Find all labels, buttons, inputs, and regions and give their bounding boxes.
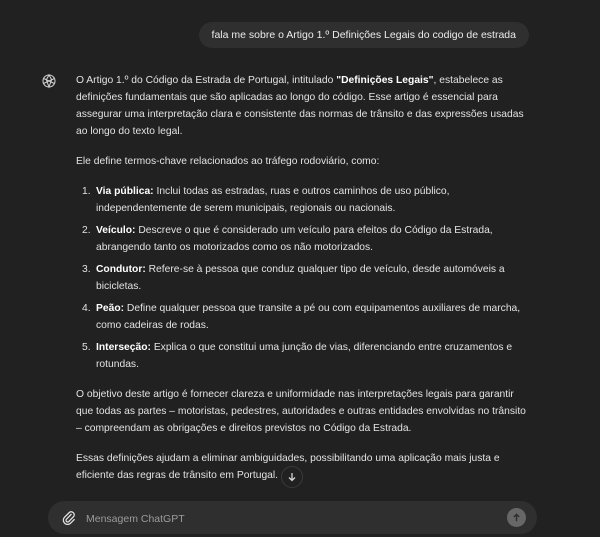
term-description: Inclui todas as estradas, ruas e outros caminhos de uso público, independentemente de serem municipais, regionais ou nacionais. (96, 186, 450, 214)
assistant-message (76, 72, 531, 497)
term-label: Veículo: (96, 225, 136, 236)
list-number: 5. (82, 342, 91, 353)
intro-text-start: O Artigo 1.º do Código da Estrada de Portugal, intitulado (76, 75, 337, 86)
message-input[interactable] (84, 508, 488, 529)
chatgpt-logo-icon (40, 72, 58, 90)
list-item (76, 222, 531, 256)
article-title-bold: "Definições Legais" (336, 75, 434, 86)
list-number: 3. (82, 264, 91, 275)
list-item (76, 261, 531, 295)
terms-intro-paragraph: Ele define termos-chave relacionados ao tráfego rodoviário, como: (76, 156, 380, 167)
user-message-text: fala me sobre o Artigo 1.º Definições Legais do codigo de estrada (211, 29, 516, 41)
list-number: 2. (82, 225, 91, 236)
message-composer (48, 501, 537, 534)
paperclip-icon[interactable] (62, 510, 76, 525)
user-message-bubble (199, 22, 529, 48)
intro-paragraph (76, 72, 531, 140)
term-label: Peão: (96, 303, 125, 314)
arrow-down-icon (287, 472, 297, 482)
term-description: Refere-se à pessoa que conduz qualquer tipo de veículo, desde automóveis a bicicletas. (96, 264, 505, 292)
term-label: Via pública: (96, 186, 154, 197)
scroll-down-button[interactable] (281, 466, 303, 488)
term-label: Interseção: (96, 342, 151, 353)
term-label: Condutor: (96, 264, 146, 275)
term-description: Explica o que constitui uma junção de vias, diferenciando entre cruzamentos e rotundas. (96, 342, 513, 370)
list-item (76, 300, 531, 334)
intro-text-end: , estabelece as definições fundamentais que são aplicadas ao longo do código. Esse artigo é essencial para assegurar uma interpretação clara e consistente das normas de trânsito e das expressões usadas ao longo do texto legal. (76, 75, 524, 137)
list-item (76, 183, 531, 217)
term-description: Descreve o que é considerado um veículo para efeitos do Código da Estrada, abrangendo tanto os motorizados como os não motorizados. (96, 225, 493, 253)
list-number: 1. (82, 186, 91, 197)
terms-list (76, 183, 531, 373)
arrow-up-icon (512, 513, 521, 522)
conclusion-paragraph: Essas definições ajudam a eliminar ambiguidades, possibilitando uma aplicação mais justa e eficiente das regras de trânsito em Portugal. (76, 453, 500, 481)
list-number: 4. (82, 303, 91, 314)
objective-paragraph: O objetivo deste artigo é fornecer clareza e uniformidade nas interpretações legais para garantir que todas as partes – motoristas, pedestres, autoridades e outras entidades envolvidas no trânsito – compreendam as obrigações e direitos previstos no Código da Estrada. (76, 389, 526, 434)
list-item (76, 339, 531, 373)
term-description: Define qualquer pessoa que transite a pé ou com equipamentos auxiliares de marcha, como cadeiras de rodas. (96, 303, 521, 331)
send-button[interactable] (507, 508, 526, 527)
